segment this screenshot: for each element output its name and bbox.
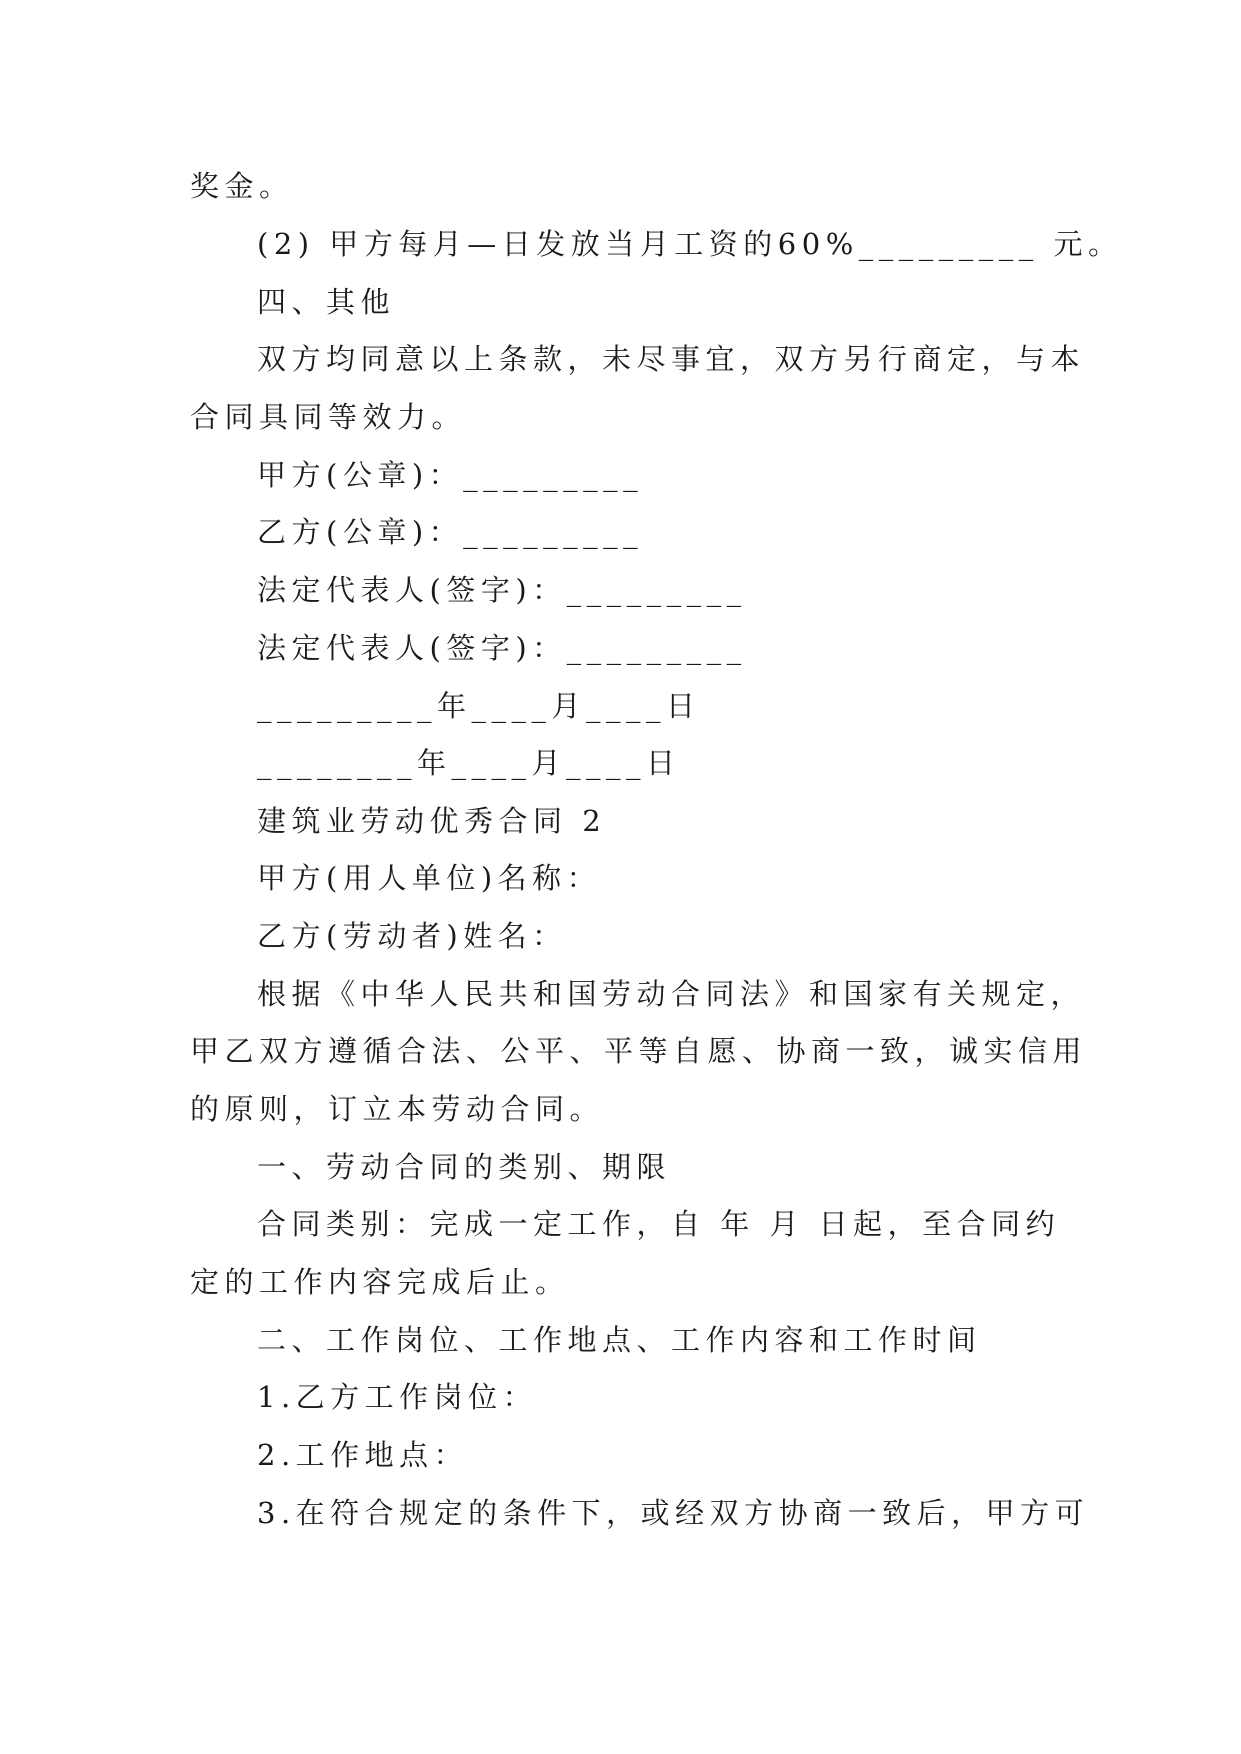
text-line-17: 的原则，订立本劳动合同。 <box>190 1092 605 1126</box>
list-item-3: 3.在符合规定的条件下，或经双方协商一致后，甲方可 <box>257 1496 1090 1530</box>
legal-rep-signature-line-2: 法定代表人(签字)：_________ <box>257 631 747 665</box>
legal-rep-signature-line-1: 法定代表人(签字)：_________ <box>257 573 747 607</box>
text-line-5: 合同具同等效力。 <box>190 400 467 434</box>
text-line-1: 奖金。 <box>190 169 294 203</box>
list-item-1: 1.乙方工作岗位： <box>257 1380 538 1414</box>
text-line-2: (2) 甲方每月—日发放当月工资的60%_________ 元。 <box>257 227 1123 261</box>
text-line-19: 合同类别：完成一定工作，自 年 月 日起，至合同约 <box>257 1207 1061 1241</box>
section-heading-contract-type: 一、劳动合同的类别、期限 <box>257 1150 672 1184</box>
text-line-16: 甲乙双方遵循合法、公平、平等自愿、协商一致，诚实信用 <box>190 1034 1088 1068</box>
text-line-15: 根据《中华人民共和国劳动合同法》和国家有关规定， <box>257 977 1086 1011</box>
employer-name-line: 甲方(用人单位)名称： <box>257 861 602 895</box>
list-item-2: 2.工作地点： <box>257 1438 469 1472</box>
section-heading-work: 二、工作岗位、工作地点、工作内容和工作时间 <box>257 1323 982 1357</box>
employee-name-line: 乙方(劳动者)姓名： <box>257 919 567 953</box>
text-line-4: 双方均同意以上条款，未尽事宜，双方另行商定，与本 <box>257 342 1086 376</box>
text-line-20: 定的工作内容完成后止。 <box>190 1265 570 1299</box>
date-line-2: ________年____月____日 <box>257 746 681 780</box>
party-b-seal-line: 乙方(公章)：_________ <box>257 515 644 549</box>
party-a-seal-line: 甲方(公章)：_________ <box>257 458 644 492</box>
contract-title: 建筑业劳动优秀合同 2 <box>257 804 607 838</box>
date-line-1: _________年____月____日 <box>257 689 701 723</box>
section-heading-other: 四、其他 <box>257 285 396 319</box>
